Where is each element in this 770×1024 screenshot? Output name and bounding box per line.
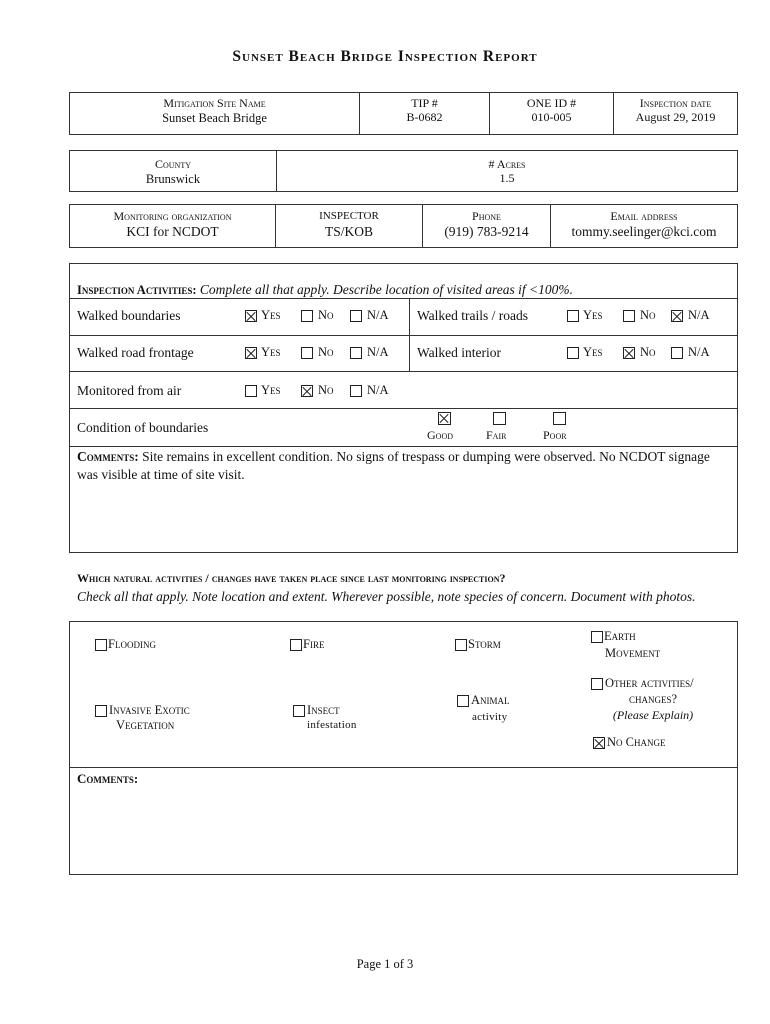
- condition-fair-label: Fair: [486, 428, 507, 442]
- site-info-table: [69, 92, 738, 135]
- no-label: No: [318, 308, 334, 322]
- tip-label: TIP #: [411, 96, 438, 110]
- county-value[interactable]: Brunswick: [145, 172, 201, 186]
- comments-label: Comments:: [77, 449, 139, 464]
- divider: [70, 446, 737, 447]
- invasive-exotic-checkbox[interactable]: [95, 705, 107, 717]
- storm-checkbox[interactable]: [455, 639, 467, 651]
- one-id-label: ONE ID #: [526, 96, 577, 110]
- walked-trails-no-checkbox[interactable]: [623, 310, 635, 322]
- natural-comments-field[interactable]: [77, 790, 727, 870]
- email-value[interactable]: tommy.seelinger@kci.com: [571, 224, 717, 239]
- animal-activity-checkbox[interactable]: [457, 695, 469, 707]
- walked-boundaries-yes-checkbox[interactable]: [245, 310, 257, 322]
- insect-infestation-label-line2: infestation: [307, 719, 357, 731]
- phone-value[interactable]: (919) 783-9214: [444, 224, 529, 239]
- no-change-checkbox[interactable]: [593, 737, 605, 749]
- no-label: No: [640, 345, 656, 359]
- condition-good-label: Good: [427, 428, 453, 442]
- natural-comments-label: Comments:: [77, 771, 139, 786]
- insect-infestation-checkbox[interactable]: [293, 705, 305, 717]
- walked-interior-na-checkbox[interactable]: [671, 347, 683, 359]
- fire-checkbox[interactable]: [290, 639, 302, 651]
- earth-movement-label-line1: Earth: [604, 629, 636, 643]
- acres-value[interactable]: 1.5: [499, 171, 515, 185]
- monitoring-org-value[interactable]: KCI for NCDOT: [126, 224, 219, 239]
- walked-road-frontage-label: Walked road frontage: [77, 345, 194, 360]
- condition-good-checkbox[interactable]: [438, 412, 451, 425]
- acres-label: # Acres: [488, 157, 526, 171]
- natural-activities-instructions: Check all that apply. Note location and extent. Wherever possible, note species of concern. Document with photos.: [77, 589, 696, 604]
- walked-road-frontage-na-checkbox[interactable]: [350, 347, 362, 359]
- na-label: N/A: [367, 345, 389, 359]
- other-activities-label-line2: changes?: [628, 692, 678, 706]
- county-label: County: [155, 157, 191, 171]
- condition-label: Condition of boundaries: [77, 420, 209, 435]
- yes-label: Yes: [583, 308, 603, 322]
- yes-label: Yes: [261, 308, 281, 322]
- walked-interior-label: Walked interior: [417, 345, 502, 360]
- walked-boundaries-no-checkbox[interactable]: [301, 310, 313, 322]
- monitoring-org-label: Monitoring organization: [113, 209, 232, 223]
- inspector-cell: [276, 205, 423, 247]
- condition-fair-checkbox[interactable]: [493, 412, 506, 425]
- na-label: N/A: [367, 308, 389, 322]
- site-name-cell: [70, 93, 360, 134]
- site-name-value[interactable]: Sunset Beach Bridge: [162, 111, 267, 125]
- flooding-label: Flooding: [108, 637, 156, 651]
- no-change-label: No Change: [607, 735, 666, 749]
- walked-boundaries-na-checkbox[interactable]: [350, 310, 362, 322]
- yes-label: Yes: [261, 345, 281, 359]
- site-name-label: Mitigation Site Name: [163, 96, 266, 110]
- column-divider: [409, 298, 410, 371]
- page-number: Page 1 of 3: [356, 957, 414, 971]
- storm-label: Storm: [468, 637, 501, 651]
- invasive-exotic-label-line2: Vegetation: [116, 718, 175, 732]
- animal-activity-label-line2: activity: [472, 711, 508, 723]
- county-table: [69, 150, 738, 192]
- inspection-date-label: Inspection date: [639, 96, 712, 110]
- walked-trails-yes-checkbox[interactable]: [567, 310, 579, 322]
- monitored-from-air-no-checkbox[interactable]: [301, 385, 313, 397]
- other-activities-label-line3: (Please Explain): [612, 708, 694, 722]
- one-id-cell: [490, 93, 614, 134]
- natural-activities-heading: Which natural activities / changes have taken place since last monitoring inspection?: [77, 571, 506, 585]
- invasive-exotic-label-line1: Invasive Exotic: [109, 703, 190, 717]
- na-label: N/A: [688, 345, 710, 359]
- walked-trails-label: Walked trails / roads: [417, 308, 529, 323]
- email-cell: [551, 205, 737, 247]
- inspection-date-cell: [614, 93, 737, 134]
- organization-table: [69, 204, 738, 248]
- tip-cell: [360, 93, 490, 134]
- earth-movement-checkbox[interactable]: [591, 631, 603, 643]
- condition-poor-label: Poor: [543, 428, 567, 442]
- email-label: Email address: [610, 209, 678, 223]
- phone-label: Phone: [472, 209, 501, 223]
- insect-infestation-label-line1: Insect: [307, 703, 340, 717]
- walked-road-frontage-yes-checkbox[interactable]: [245, 347, 257, 359]
- na-label: N/A: [688, 308, 710, 322]
- monitored-from-air-na-checkbox[interactable]: [350, 385, 362, 397]
- monitored-from-air-label: Monitored from air: [77, 383, 182, 398]
- tip-value[interactable]: B-0682: [406, 110, 443, 124]
- yes-label: Yes: [261, 383, 281, 397]
- divider: [70, 335, 737, 336]
- no-label: No: [640, 308, 656, 322]
- divider: [70, 767, 737, 768]
- flooding-checkbox[interactable]: [95, 639, 107, 651]
- walked-interior-yes-checkbox[interactable]: [567, 347, 579, 359]
- fire-label: Fire: [303, 637, 325, 651]
- condition-poor-checkbox[interactable]: [553, 412, 566, 425]
- walked-boundaries-label: Walked boundaries: [77, 308, 181, 323]
- comments-text: Site remains in excellent condition. No signs of trespass or dumping were observed. No NCDOT signage was visible at time of site visit.: [77, 449, 710, 482]
- phone-cell: [423, 205, 551, 247]
- county-cell: [70, 151, 277, 191]
- natural-activities-section: [69, 621, 738, 875]
- monitored-from-air-yes-checkbox[interactable]: [245, 385, 257, 397]
- divider: [70, 371, 737, 372]
- earth-movement-label-line2: Movement: [605, 646, 661, 660]
- inspection-date-value[interactable]: August 29, 2019: [635, 110, 716, 124]
- report-title: Sunset Beach Bridge Inspection Report: [232, 48, 538, 65]
- yes-label: Yes: [583, 345, 603, 359]
- other-activities-checkbox[interactable]: [591, 678, 603, 690]
- activities-heading-bold: Inspection Activities:: [77, 283, 197, 297]
- walked-road-frontage-no-checkbox[interactable]: [301, 347, 313, 359]
- inspector-label: INSPECTOR: [319, 210, 379, 222]
- activities-heading-instructions: Complete all that apply. Describe location of visited areas if <100%.: [199, 282, 573, 297]
- no-label: No: [318, 383, 334, 397]
- monitoring-org-cell: [70, 205, 276, 247]
- inspector-value[interactable]: TS/KOB: [324, 224, 373, 239]
- walked-interior-no-checkbox[interactable]: [623, 347, 635, 359]
- other-activities-label-line1: Other activities/: [605, 676, 694, 690]
- divider: [70, 408, 737, 409]
- na-label: N/A: [367, 383, 389, 397]
- activities-heading: [77, 282, 573, 298]
- no-label: No: [318, 345, 334, 359]
- activities-comments[interactable]: [77, 448, 717, 484]
- acres-cell: [277, 151, 737, 191]
- divider: [70, 298, 737, 299]
- inspection-activities-section: [69, 263, 738, 553]
- one-id-value[interactable]: 010-005: [531, 110, 572, 124]
- walked-trails-na-checkbox[interactable]: [671, 310, 683, 322]
- animal-activity-label-line1: Animal: [471, 693, 510, 707]
